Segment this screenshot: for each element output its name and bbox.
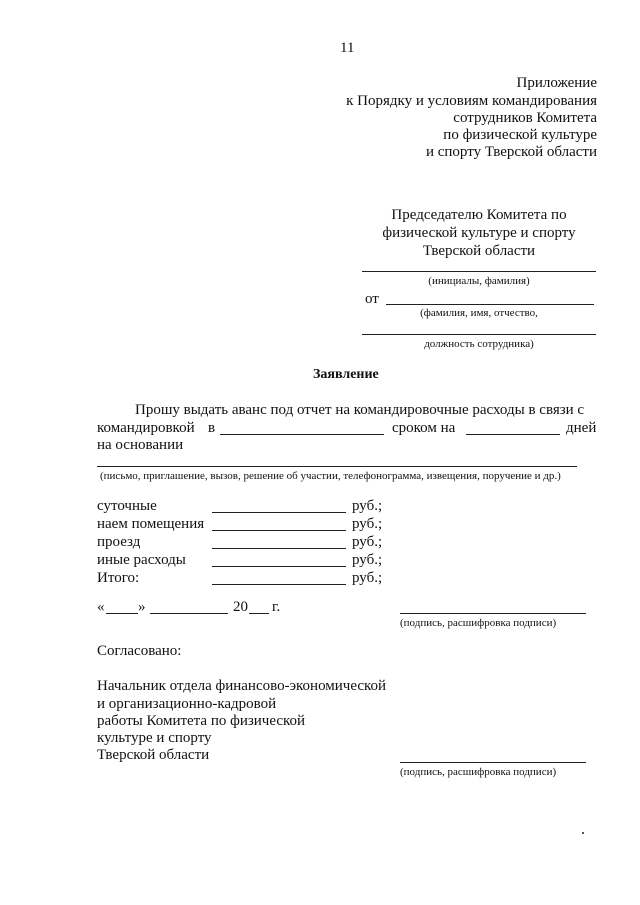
agreed-signature-caption: (подпись, расшифровка подписи) <box>400 766 557 778</box>
expense-unit: руб.; <box>352 534 383 550</box>
agreed-line: культуре и спорту <box>97 730 212 746</box>
request-line-1: Прошу выдать аванс под отчет на командировочные расходы в связи с <box>135 402 585 418</box>
day-underline <box>106 613 138 614</box>
fio-caption: (фамилия, имя, отчество, <box>420 307 538 319</box>
basis-caption: (письмо, приглашение, вызов, решение об участии, телефонограмма, извещения, поручение и др.) <box>100 470 561 482</box>
position-underline <box>362 334 596 335</box>
date-close-quote: » <box>138 599 146 615</box>
agreed-line: и организационно-кадровой <box>97 696 277 712</box>
expense-underline <box>212 548 346 549</box>
request-line-2-word: командировкой <box>97 420 195 436</box>
page-number: 11 <box>340 40 355 56</box>
expense-unit: руб.; <box>352 516 383 532</box>
scan-speck <box>582 832 584 834</box>
position-caption: должность сотрудника) <box>424 338 534 350</box>
year-suffix: г. <box>272 599 281 615</box>
expense-label: суточные <box>97 498 157 514</box>
expense-label: наем помещения <box>97 516 205 532</box>
document-title: Заявление <box>313 367 379 382</box>
expense-unit: руб.; <box>352 552 383 568</box>
expense-underline <box>212 512 346 513</box>
initials-caption: (инициалы, фамилия) <box>428 275 530 287</box>
expense-label: иные расходы <box>97 552 186 568</box>
appendix-line: Приложение <box>516 75 597 91</box>
initials-underline <box>362 271 596 272</box>
request-line-3: на основании <box>97 437 184 453</box>
agreed-line: Начальник отдела финансово-экономической <box>97 678 387 694</box>
expense-underline <box>212 530 346 531</box>
expense-label: проезд <box>97 534 141 550</box>
year-prefix: 20 <box>233 599 248 615</box>
addressee-line: Тверской области <box>422 243 536 259</box>
appendix-line: к Порядку и условиям командирования <box>346 93 597 109</box>
agreed-signature-underline <box>400 762 586 763</box>
days-underline <box>466 434 560 435</box>
agreed-line: работы Комитета по физической <box>97 713 306 729</box>
expense-underline <box>212 584 346 585</box>
appendix-line: и спорту Тверской области <box>425 144 597 160</box>
agreed-line: Тверской области <box>97 747 210 763</box>
fio-underline <box>386 304 594 305</box>
request-line-2-word: дней <box>566 420 597 436</box>
signature-caption: (подпись, расшифровка подписи) <box>400 617 557 629</box>
month-underline <box>150 613 228 614</box>
expense-unit: руб.; <box>352 570 383 586</box>
expense-unit: руб.; <box>352 498 383 514</box>
appendix-line: сотрудников Комитета <box>453 110 597 126</box>
expense-label: Итого: <box>97 570 140 586</box>
destination-underline <box>220 434 384 435</box>
appendix-line: по физической культуре <box>443 127 597 143</box>
signature-underline <box>400 613 586 614</box>
from-label: от <box>365 291 379 307</box>
request-line-2-word: в <box>208 420 216 436</box>
expense-underline <box>212 566 346 567</box>
addressee-line: Председателю Комитета по <box>391 207 567 223</box>
date-open-quote: « <box>97 599 105 615</box>
request-line-2-word: сроком на <box>392 420 456 436</box>
agreed-label: Согласовано: <box>97 643 182 659</box>
addressee-line: физической культуре и спорту <box>382 225 576 241</box>
year-underline <box>249 613 269 614</box>
basis-underline <box>97 466 577 467</box>
